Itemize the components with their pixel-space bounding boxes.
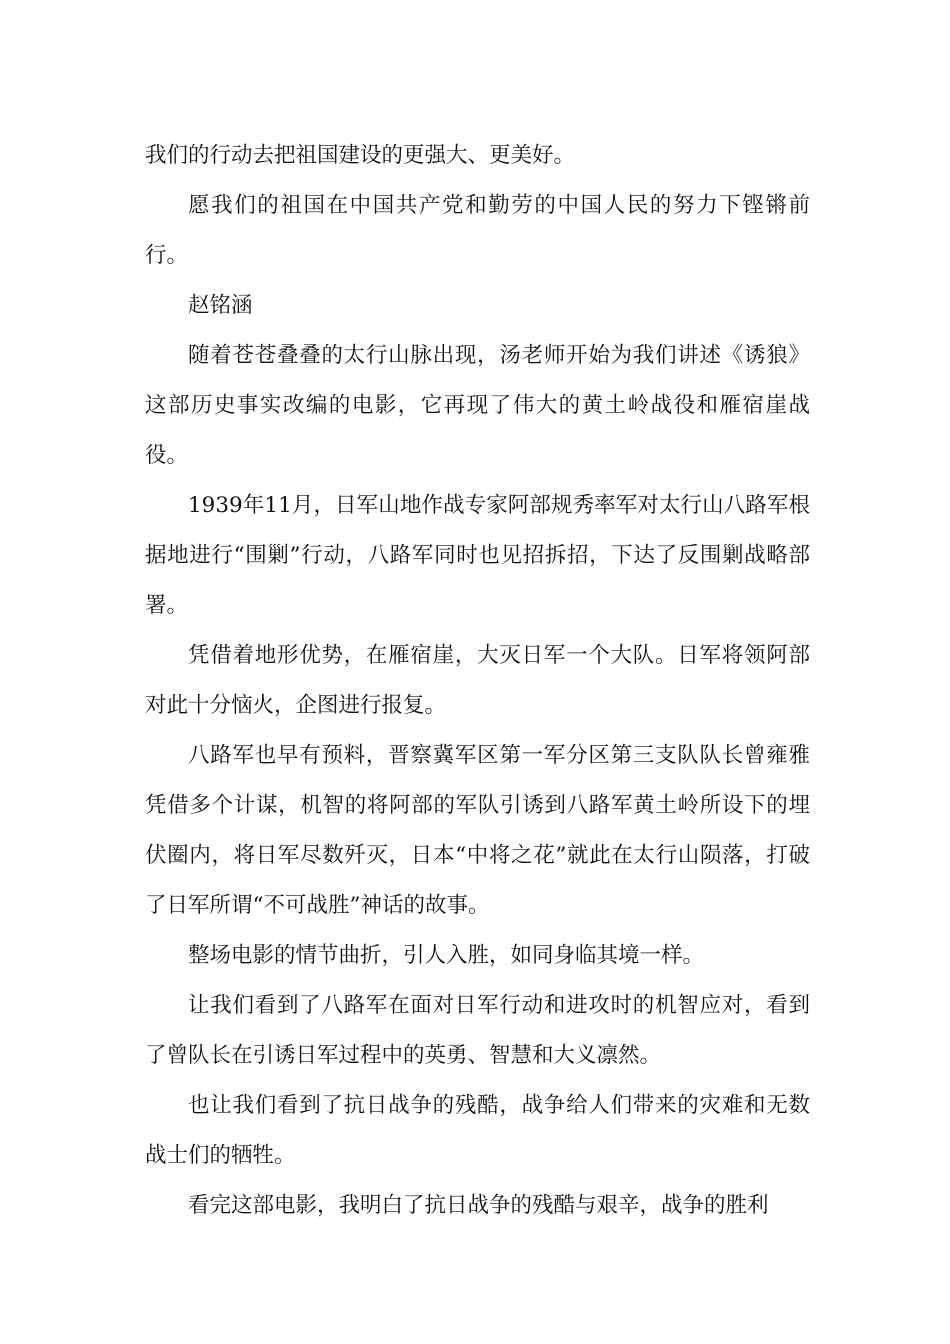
paragraph: 我们的行动去把祖国建设的更强大、更美好。	[145, 143, 576, 168]
paragraph: 也让我们看到了抗日战争的残酷，战争给人们带来的灾难和无数战士们的牺牲。	[145, 1093, 810, 1168]
paragraph: 整场电影的情节曲折，引人入胜，如同身临其境一样。	[188, 943, 705, 968]
author-name: 赵铭涵	[188, 293, 253, 318]
paragraph: 让我们看到了八路军在面对日军行动和进攻时的机智应对，看到了曾队长在引诱日军过程中的英勇、智慧和大义凛然。	[145, 993, 810, 1068]
paragraph: 八路军也早有预料，晋察冀军区第一军分区第三支队队长曾雍雅凭借多个计谋，机智的将阿部的军队引诱到八路军黄土岭所设下的埋伏圈内，将日军尽数歼灭，日本“中将之花”就此在太行山陨落，打破了日军所谓“不可战胜”神话的故事。	[145, 743, 810, 918]
paragraph: 凭借着地形优势，在雁宿崖，大灭日军一个大队。日军将领阿部对此十分恼火，企图进行报复。	[145, 643, 810, 718]
paragraph: 1939年11月，日军山地作战专家阿部规秀率军对太行山八路军根据地进行“围剿”行动，八路军同时也见招拆招，下达了反围剿战略部署。	[145, 493, 810, 618]
paragraph: 随着苍苍叠叠的太行山脉出现，汤老师开始为我们讲述《诱狼》这部历史事实改编的电影，它再现了伟大的黄土岭战役和雁宿崖战役。	[145, 343, 810, 468]
paragraph: 愿我们的祖国在中国共产党和勤劳的中国人民的努力下铿锵前行。	[145, 193, 810, 268]
paragraph: 看完这部电影，我明白了抗日战争的残酷与艰辛，战争的胜利	[188, 1193, 769, 1218]
document-body	[145, 131, 810, 1231]
